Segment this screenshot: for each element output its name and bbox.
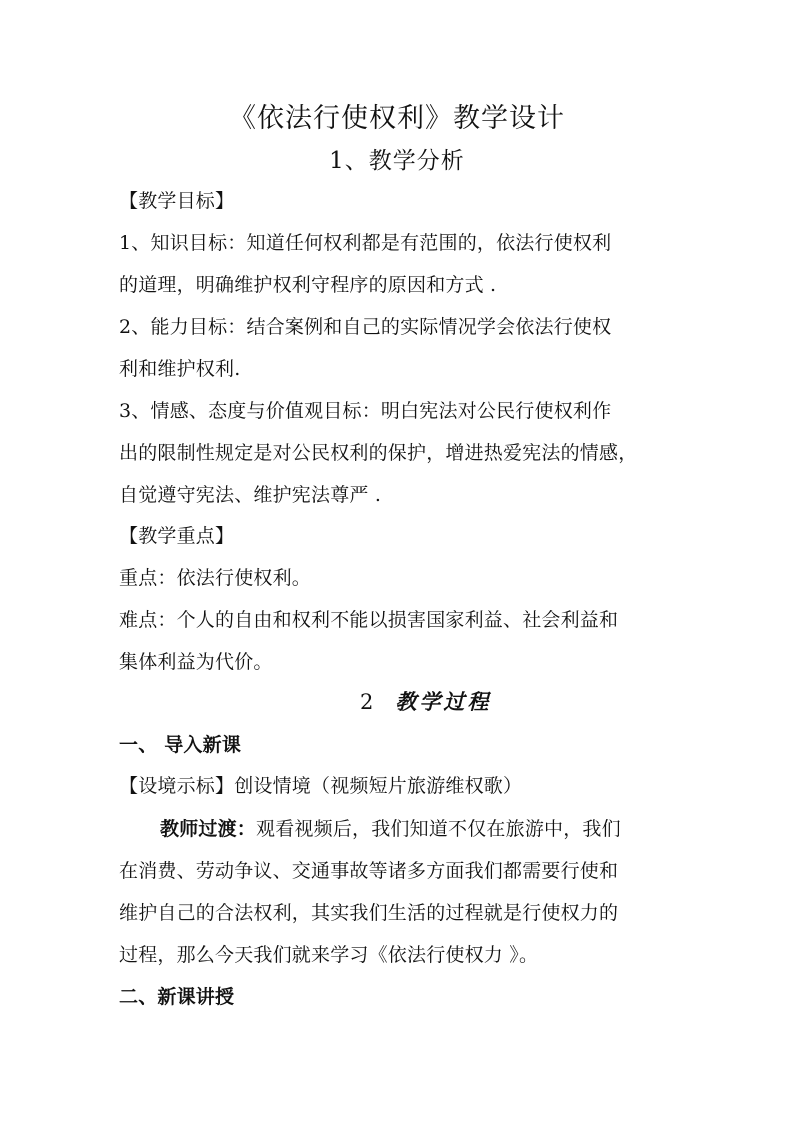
key-point: 重点：依法行使权利。	[119, 567, 312, 589]
goal-line: 1、知识目标：知道任何权利都是有范围的，依法行使权利	[119, 232, 612, 254]
teaching-focus-label: 【教学重点】	[119, 525, 235, 547]
goal-line: 2、能力目标：结合案例和自己的实际情况学会依法行使权	[119, 316, 612, 338]
transition-label: 教师过渡：	[160, 818, 257, 840]
scene-line: 【设境示标】创设情境（视频短片旅游维权歌）	[119, 775, 523, 797]
paragraph-line: 过程，那么今天我们就来学习《依法行使权力 》。	[119, 944, 539, 966]
difficulty-line: 难点：个人的自由和权利不能以损害国家利益、社会利益和	[119, 609, 619, 631]
document-title: 《依法行使权利》教学设计	[229, 103, 565, 134]
goal-line: 3、情感、态度与价值观目标：明白宪法对公民行使权利作	[119, 400, 612, 422]
paragraph-line: 维护自己的合法权利，其实我们生活的过程就是行使权力的	[119, 902, 619, 924]
section-heading-teaching-analysis: 1、教学分析	[329, 148, 465, 174]
teaching-goals-label: 【教学目标】	[119, 190, 235, 212]
goal-line: 的道理，明确维护权利守程序的原因和方式 .	[119, 274, 497, 296]
difficulty-line: 集体利益为代价。	[119, 651, 273, 673]
paragraph-line: 在消费、劳动争议、交通事故等诸多方面我们都需要行使和	[119, 860, 619, 882]
goal-line: 利和维护权利.	[119, 358, 241, 380]
section-title: 教学过程	[395, 689, 492, 714]
part2-heading: 二、新课讲授	[119, 986, 235, 1008]
section-heading-teaching-process	[360, 688, 491, 716]
goal-line: 自觉遵守宪法、维护宪法尊严 .	[119, 484, 382, 506]
section-number: 2	[360, 690, 374, 714]
part1-heading: 一、 导入新课	[119, 734, 242, 756]
transition-text: 观看视频后，我们知道不仅在旅游中，我们	[256, 818, 621, 840]
goal-line: 出的限制性规定是对公民权利的保护，增进热爱宪法的情感，	[119, 442, 638, 464]
transition-line	[160, 815, 621, 843]
